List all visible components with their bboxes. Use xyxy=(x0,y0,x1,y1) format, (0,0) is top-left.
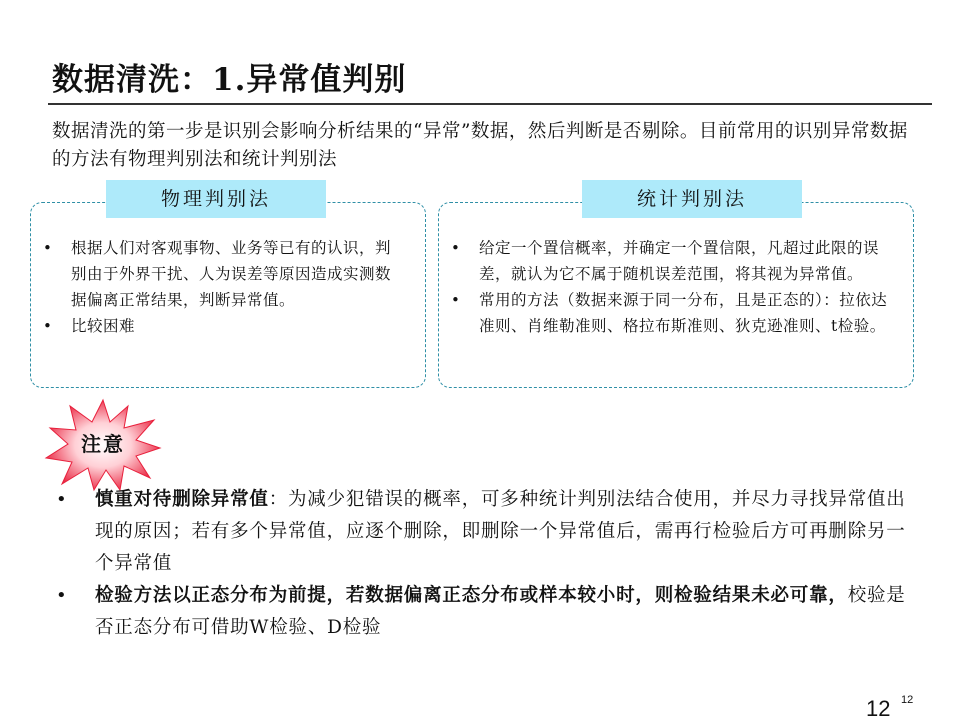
note-text: ：为减少犯错误的概率，可多种统计判别法结合使用，并尽力寻找异常值出现的原因；若有多个异常值，应逐个删除，即删除一个异常值后，需再行检验后方可再删除另一个异常值 xyxy=(95,489,906,574)
note-emphasis: 检验方法以正态分布为前提，若数据偏离正态分布或样本较小时，则检验结果未必可靠， xyxy=(95,585,848,606)
page-number-small: 12 xyxy=(901,694,914,706)
list-item: • 比较困难 xyxy=(31,313,401,339)
title-divider xyxy=(48,103,932,105)
list-item xyxy=(52,484,912,580)
list-item: • 常用的方法（数据来源于同一分布，且是正态的）：拉依达准则、肖维勒准则、格拉布斯准则、狄克逊准则、t检验。 xyxy=(439,287,891,339)
list-item: • 给定一个置信概率，并确定一个置信限，凡超过此限的误差，就认为它不属于随机误差范围，将其视为异常值。 xyxy=(439,235,891,287)
note-emphasis: 慎重对待删除异常值 xyxy=(95,489,269,510)
slide-title: 数据清洗：1.异常值判别 xyxy=(52,62,407,98)
physical-method-box xyxy=(30,202,426,388)
notes-list xyxy=(52,484,912,644)
list-item: • 根据人们对客观事物、业务等已有的认识，判别由于外界干扰、人为误差等原因造成实测数据偏离正常结果，判断异常值。 xyxy=(31,235,401,313)
note-text: 校验是否正态分布可借助W检验、D检验 xyxy=(95,585,906,638)
physical-method-label: 物理判别法 xyxy=(106,180,326,218)
notice-label: 注意 xyxy=(81,432,125,456)
intro-paragraph: 数据清洗的第一步是识别会影响分析结果的“异常”数据，然后判断是否剔除。目前常用的识别异常数据的方法有物理判别法和统计判别法 xyxy=(52,121,908,170)
statistical-method-label: 统计判别法 xyxy=(582,180,802,218)
statistical-method-box xyxy=(438,202,914,388)
list-item xyxy=(52,580,912,644)
page-number: 12 xyxy=(866,696,891,721)
